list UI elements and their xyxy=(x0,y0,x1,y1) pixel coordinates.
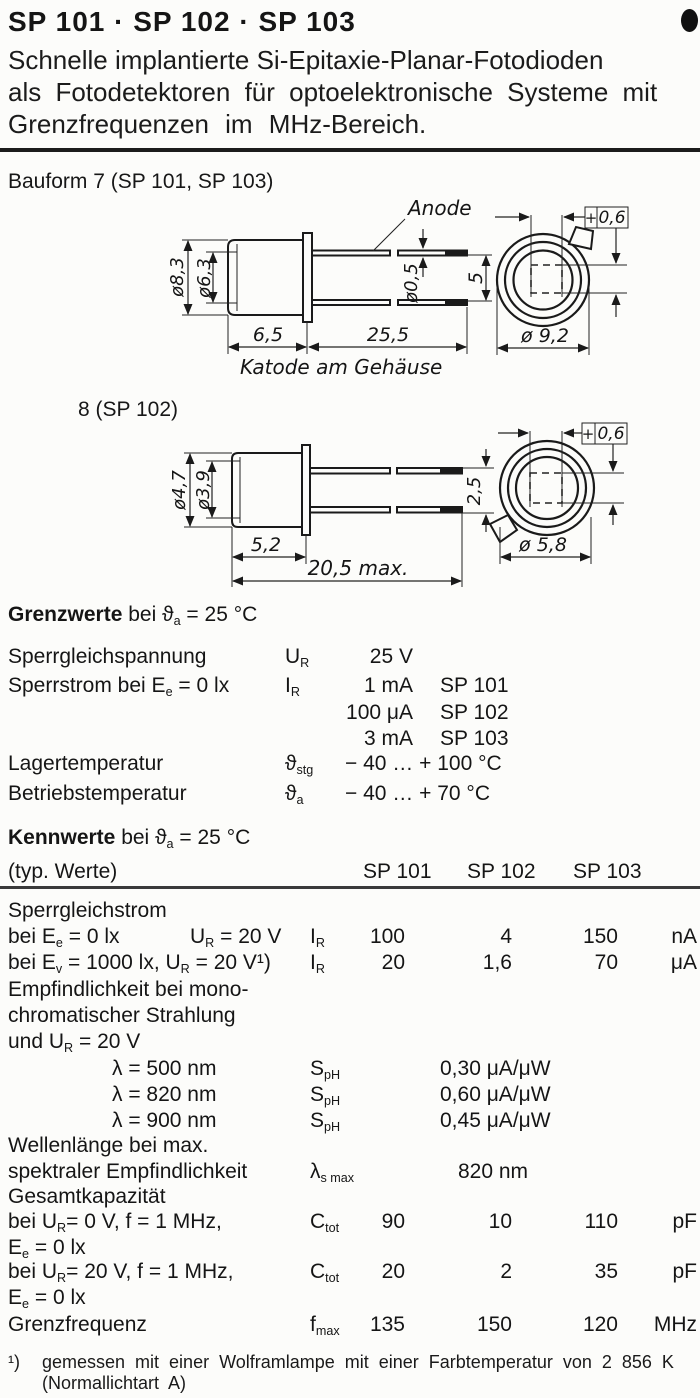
row-label: bei $U_R= 20$ V, f = 1 MHz, xyxy=(8,1260,234,1285)
tolerance-plus: + xyxy=(584,209,598,227)
value-sp101: 135 xyxy=(369,1313,405,1336)
value-sp101: 100 xyxy=(369,925,405,948)
value-sp102: 4 xyxy=(500,925,512,948)
dim-lead-spacing: 2,5 xyxy=(464,476,485,506)
dim-total-length: 20,5 max. xyxy=(307,556,409,580)
footnote-marker: ¹) xyxy=(8,1352,20,1372)
value-unit: pF xyxy=(672,1210,697,1233)
datasheet-page: SP 101 · SP 102 · SP 103 Schnelle implantierte Si-Epitaxie-Planar-Fotodioden als Fotodetektoren für optoelektronische Systeme mit Grenzfrequenzen im MHz-Bereich. Bauform 7 (SP 101, SP 103) 8 (SP 102) ø8,3 ø6,3 6,5 25,5 Katode am Gehäuse Anode ø0,5 5 + 0,6 ø 9,2 ø4,7 ø3,9 5,2 20,5 max. 2,5 + 0,6 ø 5,8 Grenzwerte bei $ϑ_a = 25$ °C Sperrgleichspannung $U_R$ 25 V Sperrstrom bei $E_e = 0$ lx $I_R$ 1 mA SP 101 100 μA SP 102 3 mA SP 103 Lagertemperatur $ϑ_{stg}$ − 40 … + 100 °C Betriebstemperatur $ϑ_a$ − 40 … + 70 °C Kennwerte bei $ϑ_a = 25$ °C (typ. Werte) SP 101 SP 102 SP 103 Sperrgleichstrom bei $E_e = 0$ lx $U_R = 20$ V $I_R$ 100 4 150 nA bei $E_v = 1000$ lx, $U_R = 20$ V¹) $I_R$ 20 1,6 70 μA Empfindlichkeit bei mono- chromatischer Strahlung und $U_R = 20$ V λ = 500 nm $S_{pH}$ 0,30 μA/μW λ = 820 nm $S_{pH}$ 0,60 μA/μW λ = 900 nm $S_{pH}$ 0,45 μA/μW Wellenlänge bei max. spektraler Empfindlichkeit $\lambda_{s max}$ 820 nm Gesamtkapazität bei $U_R= 0$ V, f = 1 MHz, $C_{tot}$ 90 10 110 pF $E_e = 0$ lx bei $U_R= 20$ V, f = 1 MHz, $C_{tot}$ 20 2 35 pF $E_e = 0$ lx Grenzfrequenz $f_{max}$ 135 150 120 MHz ¹) gemessen mit einer Wolframlampe mit einer Farbtemperatur von 2 856 K (Normallichtart A) xyxy=(0,0,700,1398)
subtitle-line: Grenzfrequenzen im MHz-Bereich. xyxy=(8,109,427,139)
subtitle-line: als Fotodetektoren für optoelektronische Systeme mit xyxy=(8,77,658,107)
bauform8-side-view xyxy=(169,445,494,587)
dim-outer-diameter: ø4,7 xyxy=(169,470,190,510)
value-unit: MHz xyxy=(653,1313,697,1336)
value-sp102: 150 xyxy=(476,1313,512,1336)
value-sp103: 120 xyxy=(582,1313,618,1336)
section-label: Gesamtkapazität xyxy=(8,1185,166,1208)
row-symbol: $I_R$ xyxy=(285,674,300,699)
column-header-sp102: SP 102 xyxy=(467,860,536,883)
tolerance-plus: + xyxy=(581,425,595,443)
section-label: Sperrgleichstrom xyxy=(8,899,167,922)
row-value: 820 nm xyxy=(458,1160,529,1183)
value-sp101: 20 xyxy=(381,951,405,974)
dim-front-diameter: ø 9,2 xyxy=(521,325,569,347)
lambda-condition: λ = 900 nm xyxy=(112,1109,217,1132)
lambda-condition: λ = 820 nm xyxy=(112,1083,217,1106)
value-unit: nA xyxy=(671,925,697,948)
column-header-sp103: SP 103 xyxy=(573,860,642,883)
subtitle-line: Schnelle implantierte Si-Epitaxie-Planar-Fotodioden xyxy=(8,45,604,75)
dim-inner-diameter: ø6,3 xyxy=(194,258,215,298)
dim-outer-diameter: ø8,3 xyxy=(167,257,188,297)
row-symbol: $C_{tot}$ xyxy=(310,1260,340,1285)
row-value: 0,30 μA/μW xyxy=(440,1057,551,1080)
bauform7-side-view xyxy=(167,196,492,379)
value-sp103: 110 xyxy=(584,1210,618,1233)
row-label: Sperrgleichspannung xyxy=(8,645,207,668)
row-label: bei $U_R= 0$ V, f = 1 MHz, xyxy=(8,1210,222,1235)
row-label: Lagertemperatur xyxy=(8,752,164,775)
dim-lead-length: 25,5 xyxy=(366,324,410,346)
row-symbol: $\lambda_{s max}$ xyxy=(310,1160,355,1185)
katode-label: Katode am Gehäuse xyxy=(240,355,443,379)
anode-label: Anode xyxy=(408,196,472,220)
row-symbol: $f_{max}$ xyxy=(310,1313,340,1338)
dim-inner-diameter: ø3,9 xyxy=(193,470,214,510)
bauform8-front-view xyxy=(490,423,627,564)
value-sp103: 70 xyxy=(594,951,618,974)
value-unit: μA xyxy=(670,951,697,974)
row-value: 0,60 μA/μW xyxy=(440,1083,551,1106)
value-sp103: 150 xyxy=(582,925,618,948)
page-title: SP 101 · SP 102 · SP 103 xyxy=(8,6,356,37)
tolerance-value: 0,6 xyxy=(597,424,625,444)
row-value: − 40 … + 70 °C xyxy=(345,782,490,805)
column-header-sp101: SP 101 xyxy=(363,860,432,883)
row-value: 1 mA xyxy=(363,674,413,697)
dim-body-length: 5,2 xyxy=(250,534,282,556)
value-sp102: 2 xyxy=(500,1260,512,1283)
technical-drawings xyxy=(0,165,700,600)
row-symbol: $C_{tot}$ xyxy=(310,1210,340,1235)
row-label: Sperrstrom bei $E_e = 0$ lx xyxy=(8,674,230,699)
bauform8-caption: 8 (SP 102) xyxy=(78,398,179,421)
row-value: − 40 … + 100 °C xyxy=(345,752,502,775)
row-symbol: $S_{pH}$ xyxy=(310,1057,341,1082)
row-symbol: $I_R$ xyxy=(310,951,325,976)
row-symbol: $ϑ_a$ xyxy=(285,782,304,807)
header-divider xyxy=(0,148,700,152)
row-label: Betriebstemperatur xyxy=(8,782,187,805)
value-sp103: 35 xyxy=(594,1260,618,1283)
row-symbol: $ϑ_{stg}$ xyxy=(285,752,314,777)
dim-lead-spacing: 5 xyxy=(465,271,487,285)
value-unit: pF xyxy=(672,1260,697,1283)
row-symbol: $S_{pH}$ xyxy=(310,1109,341,1134)
value-sp102: 1,6 xyxy=(482,951,512,974)
bauform7-front-view xyxy=(495,207,628,355)
value-sp101: 20 xyxy=(381,1260,405,1283)
page-subtitle xyxy=(8,44,698,140)
row-value: 3 mA xyxy=(363,727,413,750)
grenzwerte-heading-text: Grenzwerte bei $ϑ_a = 25$ °C xyxy=(8,603,258,628)
value-sp102: 10 xyxy=(488,1210,512,1233)
row-label: Grenzfrequenz xyxy=(8,1313,147,1336)
tolerance-value: 0,6 xyxy=(598,208,626,228)
lambda-condition: λ = 500 nm xyxy=(112,1057,217,1080)
row-label-condition: $U_R = 20$ V xyxy=(190,925,282,950)
row-symbol: $S_{pH}$ xyxy=(310,1083,341,1108)
column-header-label: (typ. Werte) xyxy=(8,860,118,883)
row-symbol: $I_R$ xyxy=(310,925,325,950)
corner-dot-icon xyxy=(681,9,698,32)
bauform7-caption: Bauform 7 (SP 101, SP 103) xyxy=(8,170,274,193)
row-type: SP 103 xyxy=(440,727,509,750)
row-label: bei $E_e = 0$ lx xyxy=(8,925,120,950)
row-type: SP 102 xyxy=(440,701,509,724)
kennwerte-heading-text: Kennwerte bei $ϑ_a = 25$ °C xyxy=(8,826,251,851)
row-value: 0,45 μA/μW xyxy=(440,1109,551,1132)
value-sp101: 90 xyxy=(381,1210,405,1233)
dim-front-diameter: ø 5,8 xyxy=(519,534,567,556)
row-symbol: $U_R$ xyxy=(285,645,310,670)
dim-lead-diameter: ø0,5 xyxy=(401,263,422,303)
row-type: SP 101 xyxy=(440,674,509,697)
table-header-divider xyxy=(0,886,700,889)
row-value: 25 V xyxy=(369,645,413,668)
row-label: bei $E_v = 1000$ lx, $U_R = 20$ V¹) xyxy=(8,951,271,976)
dim-body-length: 6,5 xyxy=(252,324,284,346)
row-value: 100 μA xyxy=(346,701,413,724)
